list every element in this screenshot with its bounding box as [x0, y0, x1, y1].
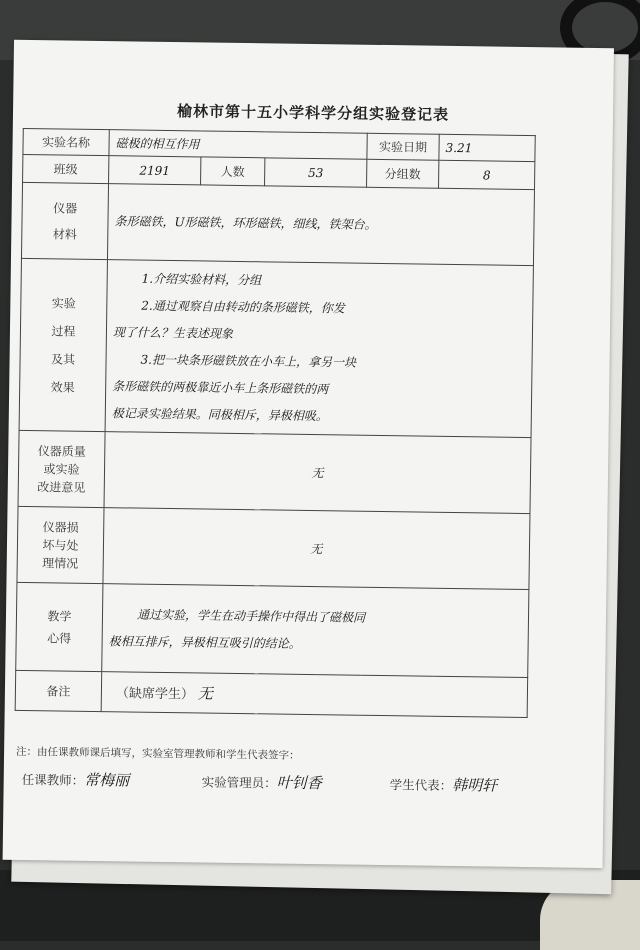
process-label-line-4: 效果: [50, 379, 75, 395]
student-label: 学生代表：: [389, 777, 453, 794]
class-value: 2191: [109, 156, 201, 185]
teacher-signature: [22, 768, 130, 790]
process-value: [105, 260, 533, 438]
date-label: 实验日期: [367, 133, 439, 160]
admin-label: 实验管理员：: [201, 774, 277, 791]
groups-value: 8: [439, 160, 535, 189]
process-line-5: 条形磁铁的两极靠近小车上条形磁铁的两: [112, 378, 329, 396]
signature-row: [21, 768, 542, 795]
count-label: 人数: [201, 157, 265, 186]
student-sign: 韩明轩: [452, 776, 498, 795]
student-signature: [390, 773, 498, 795]
damage-value: 无: [103, 508, 530, 590]
remarks-hint: （缺席学生）: [115, 686, 195, 703]
groups-label: 分组数: [367, 159, 439, 188]
footer-note: 注：由任课教师课后填写，实验室管理教师和学生代表签字：: [16, 745, 300, 762]
quality-label: [18, 430, 105, 507]
admin-sign: 叶钊香: [276, 773, 322, 793]
experiment-registration-table: [15, 128, 536, 718]
quality-label-line-2: 或实验: [43, 461, 80, 477]
row-damage: [17, 506, 530, 589]
date-value: 3.21: [439, 134, 535, 161]
materials-label-line-1: 仪器: [53, 200, 78, 216]
materials-label: [21, 182, 108, 259]
experiment-name-label: 实验名称: [23, 128, 109, 155]
remarks-label: 备注: [15, 670, 102, 711]
reflection-label-line-2: 心得: [47, 630, 72, 646]
process-line-3: 现了什么？生表述现象: [112, 324, 234, 341]
reflection-line-2: 极相互排斥，异极相互吸引的结论。: [108, 633, 301, 651]
row-quality: [18, 430, 531, 513]
remarks-value: 无: [197, 684, 213, 703]
row-reflection: [16, 582, 529, 677]
materials-label-line-2: 材料: [52, 226, 77, 242]
reflection-label: [16, 582, 103, 671]
form-title: 榆林市第十五小学科学分组实验登记表: [176, 102, 450, 124]
materials-value: 条形磁铁，U形磁铁，环形磁铁，细线，铁架台。: [107, 184, 534, 266]
reflection-label-line-1: 教学: [47, 608, 72, 624]
teacher-label: 任课教师：: [21, 771, 85, 788]
reflection-line-1: 通过实验，学生在动手操作中得出了磁极同: [136, 607, 366, 625]
experiment-name-value: 磁极的相互作用: [109, 130, 367, 160]
process-label: [19, 258, 107, 431]
class-label: 班级: [23, 154, 109, 183]
process-line-4: 3.把一块条形磁铁放在小车上，拿另一块: [140, 352, 357, 370]
process-label-line-2: 过程: [51, 323, 76, 339]
quality-label-line-3: 改进意见: [37, 479, 86, 495]
row-materials: [21, 182, 534, 265]
teacher-sign: 常梅丽: [84, 770, 130, 790]
damage-label-line-2: 坏与处: [42, 537, 79, 553]
quality-value: 无: [104, 432, 531, 514]
row-remarks: [15, 670, 528, 717]
registration-form-sheet: [3, 40, 614, 868]
damage-label-line-3: 理情况: [42, 555, 79, 571]
damage-label: [17, 506, 104, 583]
process-label-line-3: 及其: [50, 351, 76, 367]
quality-label-line-1: 仪器质量: [37, 443, 86, 459]
damage-label-line-1: 仪器损: [42, 519, 79, 535]
count-value: 53: [265, 158, 367, 187]
admin-signature: [202, 771, 322, 794]
process-line-1: 1.介绍实验材料，分组: [141, 271, 262, 287]
row-process: [19, 258, 533, 437]
reflection-value: [102, 584, 529, 678]
remarks-value-cell: [101, 672, 528, 718]
process-line-6: 极记录实验结果。同极相斥，异极相吸。: [111, 405, 328, 423]
process-line-2: 2.通过观察自由转动的条形磁铁，你发: [141, 298, 345, 315]
process-label-line-1: 实验: [51, 295, 76, 311]
